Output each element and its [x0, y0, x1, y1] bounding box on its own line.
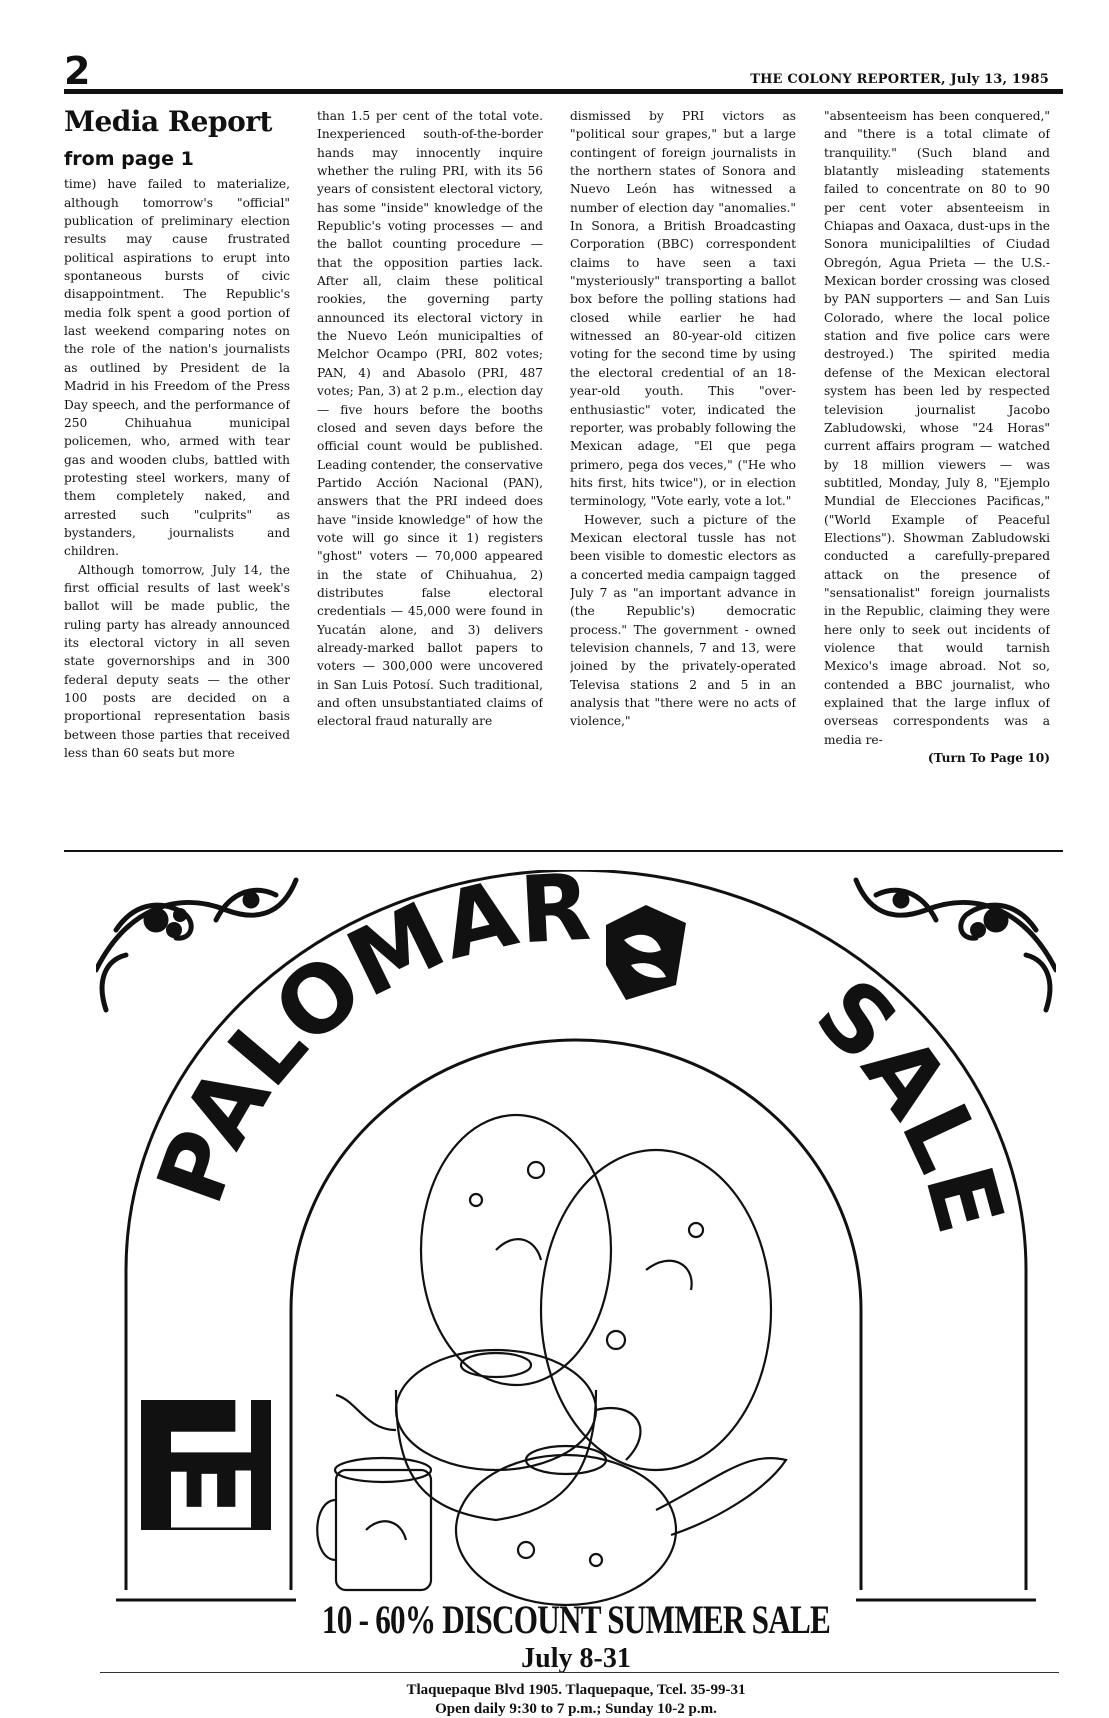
- turn-to-page-link[interactable]: (Turn To Page 10): [927, 751, 1050, 766]
- article-paragraph: time) have failed to materialize, although tomorrow's "official" publication of preliminary election results may cause frustrated political aspirations to erupt into spontaneous bursts of civic disappointment. The Republic's media folk spent a good portion of last weekend comparing notes on the role of the nation's journalists as outlined by President de la Madrid in his Freedom of the Press Day speech, and the performance of 250 Chihuahua municipal policemen, who, armed with tear gas and wooden clubs, battled with protesting steel workers, many of them completely naked, and arrested such "culprits" as bystanders, journalists and children.: [64, 177, 290, 559]
- ad-arch-word: EL: [149, 1392, 277, 1538]
- ad-arch-sale: [796, 958, 1024, 1243]
- ad-arch-word: PALOMAR: [136, 870, 594, 1217]
- article-headline: Media Report: [64, 107, 272, 138]
- ad-artwork: [96, 870, 1056, 1650]
- ornament-dot: [173, 908, 187, 922]
- article-columns: [64, 107, 1050, 845]
- ad-headline: 10 - 60% DISCOUNT SUMMER SALE: [321, 1597, 831, 1642]
- article-paragraph: dismissed by PRI victors as "political sour grapes," but a large contingent of foreign journalists in the northern states of Sonora and Nuevo León has witnessed a number of election day "anomalies." In Sonora, a British Broadcasting Corporation (BBC) correspondent claims to have seen a taxi "mysteriously" transporting a ballot box before the polling stations had closed while earlier he had witnessed an 80-year-old citizen voting for the second time by using the electoral credential of an 18-year-old youth. This "over-enthusiastic" voter, indicated the reporter, was probably following the Mexican adage, "El que pega primero, pega dos veces," ("He who hits first, hits twice"), or in election terminology, "Vote early, vote a lot.": [570, 109, 796, 509]
- top-rule: [64, 89, 1063, 94]
- article-paragraph: However, such a picture of the Mexican electoral tussle has not been visible to domestic electors as a concerted media campaign tagged July 7 as "an important advance in (the Republic's) democratic process." The government - owned television channels, 7 and 13, were joined by the privately-operated Televisa stations 2 and 5 in an analysis that "there were no acts of violence,": [570, 512, 796, 729]
- article-column-3: [570, 107, 796, 845]
- pottery-illustration: [317, 1115, 786, 1605]
- article-paragraph: than 1.5 per cent of the total vote. Inexperienced south-of-the-border hands may innocently inquire whether the ruling PRI, with its 56 years of consistent electoral victory, has some "inside" knowledge of the Republic's voting processes — and the ballot counting procedure — that the opposition parties lack. After all, claim these political rookies, the governing party announced its electoral victory in the Nuevo León municipalties of Melchor Ocampo (PRI, 802 votes; PAN, 4) and Abasolo (PRI, 487 votes; Pan, 3) at 2 p.m., election day — five hours before the booths closed and seven days before the official count would be published. Leading contender, the conservative Partido Acción Nacional (PAN), answers that the PRI indeed does have "inside knowledge" of how the vote will go since it 1) registers "ghost" voters — 70,000 appeared in the state of Chihuahua, 2) distributes false electoral credentials — 45,000 were found in Yucatán alone, and 3) delivers already-marked ballot papers to voters — 300,000 were uncovered in San Luis Potosí. Such traditional, and often unsubstantiated claims of electoral fraud naturally are: [317, 109, 543, 729]
- ornament-dot: [970, 922, 986, 938]
- el-block: [141, 1392, 277, 1537]
- ornament-dot: [166, 922, 182, 938]
- ad-address: Tlaquepaque Blvd 1905. Tlaquepaque, Tcel. 35-99-31: [406, 1682, 746, 1698]
- dove-logo: [606, 905, 686, 1000]
- article-paragraph: "absenteeism has been conquered," and "there is a total climate of tranquility." (Such bland and blatantly misleading statements failed to concentrate on 80 to 90 per cent voter absenteeism in Chiapas and Oaxaca, dust-ups in the Sonora municipalilties of Ciudad Obregón, Agua Prieta — the U.S.-Mexican border crossing was closed by PAN supporters — and San Luis Colorado, where the local police station and five police cars were destroyed.) The spirited media defense of the Mexican electoral system has been led by respected television journalist Jacobo Zabludowski, whose "24 Horas" current affairs program — watched by 18 million viewers — was subtitled, Monday, July 8, "Ejemplo Mundial de Elecciones Pacificas," ("World Example of Peaceful Elections"). Showman Zabludowski conducted a carefully-prepared attack on the presence of "sensationalist" foreign journalists in the Republic, claiming they were here only to seek out incidents of violence that would tarnish Mexico's image abroad. Not so, contended a BBC journalist, who explained that the large influx of overseas correspondents was a media re-: [824, 109, 1050, 747]
- ad-arch-word: SALE: [795, 958, 1024, 1244]
- article-paragraph: Although tomorrow, July 14, the first official results of last week's ballot will be made public, the ruling party has already announced its electoral victory in all seven state governorships and in 300 federal deputy seats — the other 100 posts are decided on a proportional representation basis between those parties that received less than 60 seats but more: [64, 562, 290, 761]
- ad-hours: Open daily 9:30 to 7 p.m.; Sunday 10-2 p.m.: [435, 1701, 717, 1717]
- running-head: THE COLONY REPORTER, July 13, 1985: [750, 72, 1049, 87]
- ad-dates: July 8-31: [521, 1643, 631, 1674]
- page-number: 2: [64, 49, 91, 93]
- article-column-4: [824, 107, 1050, 845]
- article-column-2: [317, 107, 543, 845]
- el-palomar-advertisement: [96, 870, 1056, 1717]
- bottom-rule: [100, 1672, 1059, 1673]
- mid-rule: [64, 850, 1063, 852]
- continued-from: from page 1: [64, 148, 194, 171]
- article-column-1: [64, 107, 290, 845]
